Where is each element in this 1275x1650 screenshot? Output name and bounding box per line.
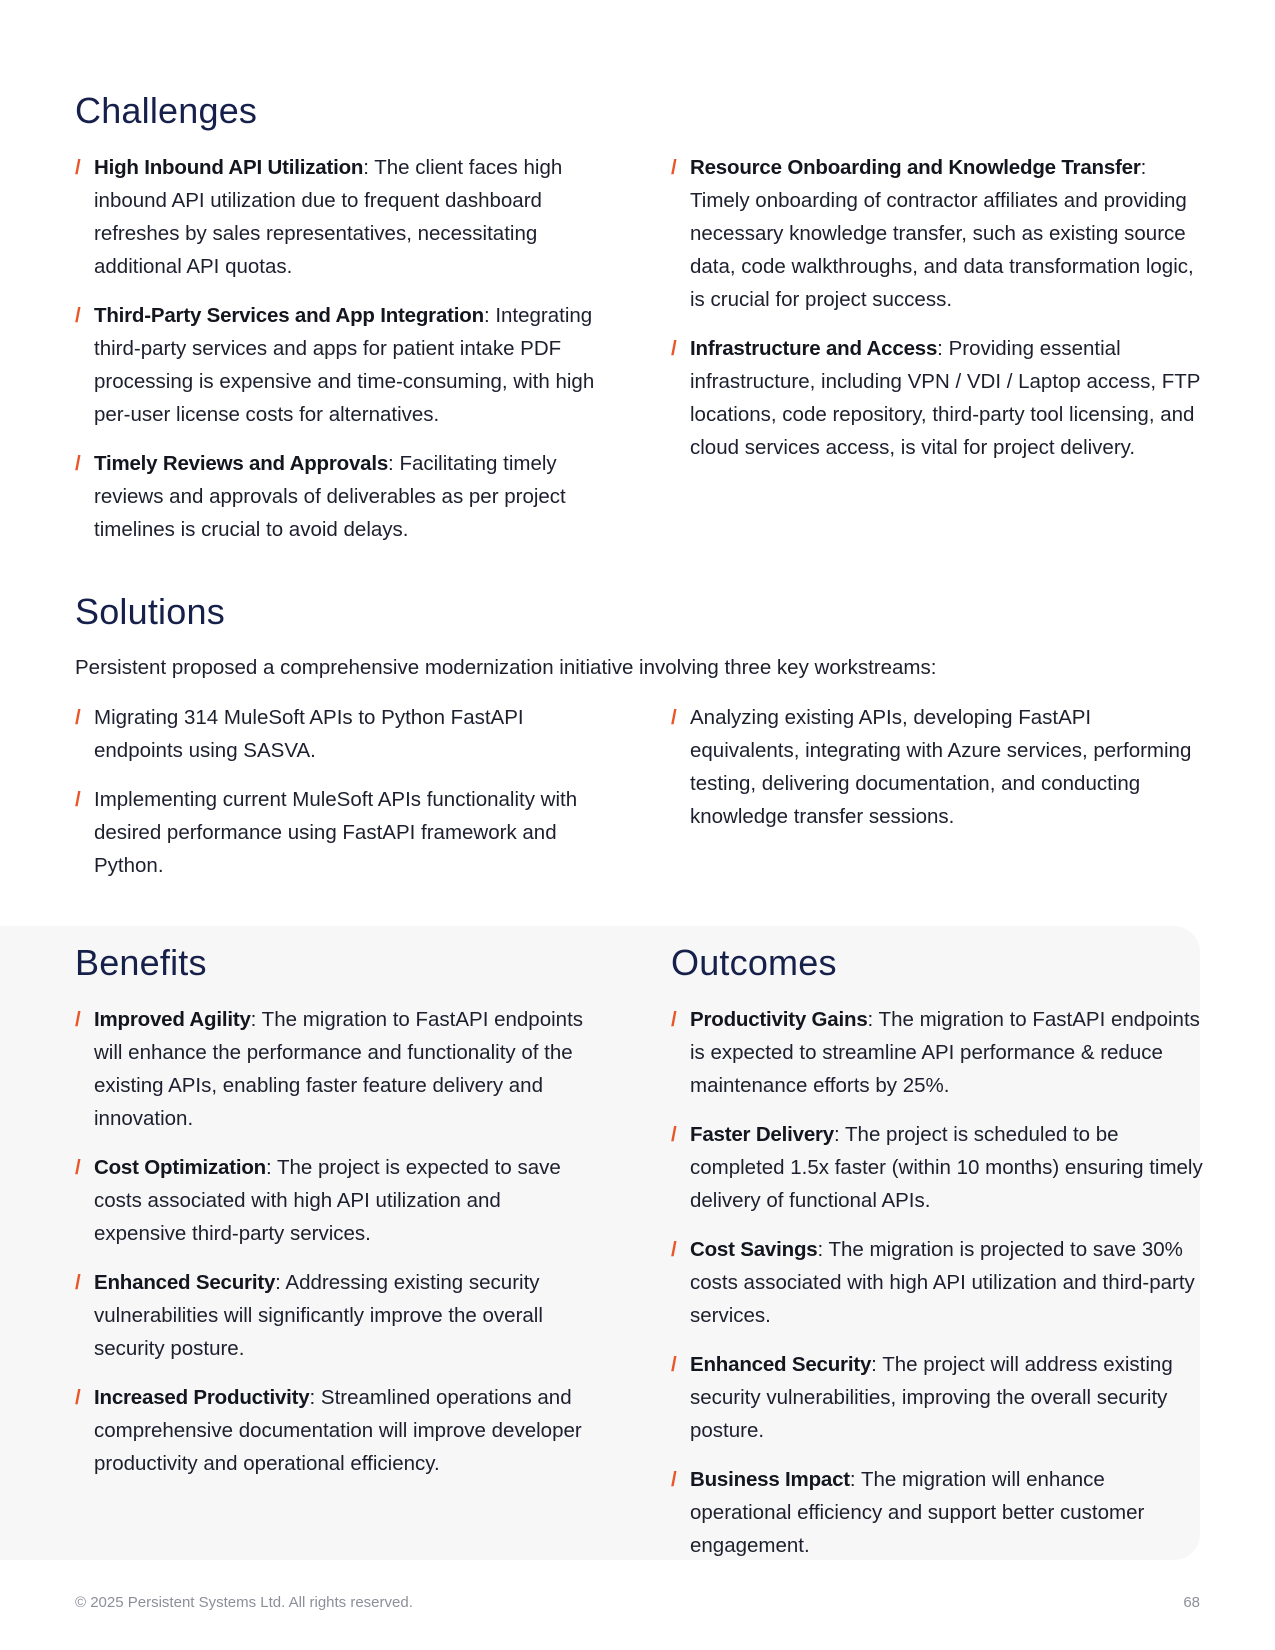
solutions-left-list: [75, 701, 595, 898]
item-heading: Infrastructure and Access: [690, 337, 938, 360]
benefits-list: [75, 1003, 595, 1496]
list-item: [671, 1233, 1206, 1332]
list-item: [671, 1003, 1206, 1102]
item-text: Migrating 314 MuleSoft APIs to Python FastAPI endpoints using SASVA.: [94, 706, 524, 762]
slash-bullet-icon: /: [671, 1008, 677, 1031]
solutions-right-list: [671, 701, 1206, 849]
item-text: : The project is expected to save costs associated with high API utilization and expensive third-party services.: [94, 1156, 561, 1245]
item-text: : Addressing existing security vulnerabilities will significantly improve the overall security posture.: [94, 1271, 543, 1360]
slash-bullet-icon: /: [75, 156, 81, 179]
list-item: [75, 783, 595, 882]
list-item: [75, 447, 595, 546]
item-heading: High Inbound API Utilization: [94, 156, 364, 179]
item-heading: Improved Agility: [94, 1008, 251, 1031]
item-text: : Timely onboarding of contractor affiliates and providing necessary knowledge transfer, such as existing source data, code walkthroughs, and data transformation logic, is crucial for project success.: [690, 156, 1194, 311]
slash-bullet-icon: /: [75, 706, 81, 729]
list-item: [671, 1463, 1206, 1562]
slash-bullet-icon: /: [671, 1123, 677, 1146]
list-item: [75, 151, 595, 283]
item-heading: Cost Savings: [690, 1238, 818, 1261]
item-heading: Productivity Gains: [690, 1008, 868, 1031]
outcomes-heading: Outcomes: [671, 942, 837, 983]
slash-bullet-icon: /: [671, 1468, 677, 1491]
solutions-heading: Solutions: [75, 591, 225, 632]
list-item: [75, 701, 595, 767]
list-item: [75, 1266, 595, 1365]
challenges-right-list: [671, 151, 1206, 480]
list-item: [75, 299, 595, 431]
slash-bullet-icon: /: [75, 1271, 81, 1294]
item-heading: Increased Productivity: [94, 1386, 310, 1409]
slash-bullet-icon: /: [671, 156, 677, 179]
challenges-heading: Challenges: [75, 90, 258, 131]
list-item: [671, 1118, 1206, 1217]
list-item: [671, 1348, 1206, 1447]
item-text: : Facilitating timely reviews and approvals of deliverables as per project timelines is crucial to avoid delays.: [94, 452, 566, 541]
item-text: : The migration to FastAPI endpoints will enhance the performance and functionality of the existing APIs, enabling faster feature delivery and innovation.: [94, 1008, 584, 1130]
item-heading: Resource Onboarding and Knowledge Transfer: [690, 156, 1141, 179]
outcomes-list: [671, 1003, 1206, 1578]
footer-copyright: © 2025 Persistent Systems Ltd. All rights reserved.: [75, 1594, 413, 1611]
list-item: [671, 332, 1206, 464]
benefits-heading: Benefits: [75, 942, 207, 983]
page-number: 68: [1183, 1594, 1200, 1611]
slash-bullet-icon: /: [75, 1008, 81, 1031]
item-text: : The client faces high inbound API utilization due to frequent dashboard refreshes by sales representatives, necessitating additional API quotas.: [94, 156, 563, 278]
slash-bullet-icon: /: [671, 1353, 677, 1376]
item-heading: Faster Delivery: [690, 1123, 835, 1146]
item-heading: Business Impact: [690, 1468, 850, 1491]
item-heading: Third-Party Services and App Integration: [94, 304, 484, 327]
slash-bullet-icon: /: [75, 304, 81, 327]
item-heading: Cost Optimization: [94, 1156, 266, 1179]
list-item: [75, 1381, 595, 1480]
list-item: [75, 1151, 595, 1250]
slash-bullet-icon: /: [75, 788, 81, 811]
list-item: [671, 701, 1206, 833]
item-text: : The migration is projected to save 30% costs associated with high API utilization and third-party services.: [690, 1238, 1195, 1327]
item-text: : The migration will enhance operational efficiency and support better customer engagement.: [690, 1468, 1145, 1557]
slash-bullet-icon: /: [671, 706, 677, 729]
slash-bullet-icon: /: [671, 337, 677, 360]
item-text: : The project will address existing security vulnerabilities, improving the overall security posture.: [690, 1353, 1173, 1442]
slash-bullet-icon: /: [75, 452, 81, 475]
item-text: : Integrating third-party services and apps for patient intake PDF processing is expensive and time-consuming, with high per-user license costs for alternatives.: [94, 304, 595, 426]
item-text: : Streamlined operations and comprehensive documentation will improve developer productivity and operational efficiency.: [94, 1386, 582, 1475]
challenges-left-list: [75, 151, 595, 562]
item-text: Implementing current MuleSoft APIs functionality with desired performance using FastAPI framework and Python.: [94, 788, 578, 877]
list-item: [671, 151, 1206, 316]
slash-bullet-icon: /: [75, 1156, 81, 1179]
solutions-intro: Persistent proposed a comprehensive modernization initiative involving three key workstreams:: [75, 656, 937, 679]
item-heading: Enhanced Security: [94, 1271, 276, 1294]
list-item: [75, 1003, 595, 1135]
item-text: Analyzing existing APIs, developing FastAPI equivalents, integrating with Azure services, performing testing, delivering documentation, and conducting knowledge transfer sessions.: [690, 706, 1192, 828]
item-text: : Providing essential infrastructure, including VPN / VDI / Laptop access, FTP locations, code repository, third-party tool licensing, and cloud services access, is vital for project delivery.: [690, 337, 1201, 459]
item-heading: Enhanced Security: [690, 1353, 872, 1376]
item-text: : The project is scheduled to be completed 1.5x faster (within 10 months) ensuring timely delivery of functional APIs.: [690, 1123, 1203, 1212]
slash-bullet-icon: /: [75, 1386, 81, 1409]
slash-bullet-icon: /: [671, 1238, 677, 1261]
item-heading: Timely Reviews and Approvals: [94, 452, 389, 475]
item-text: : The migration to FastAPI endpoints is expected to streamline API performance & reduce maintenance efforts by 25%.: [690, 1008, 1200, 1097]
